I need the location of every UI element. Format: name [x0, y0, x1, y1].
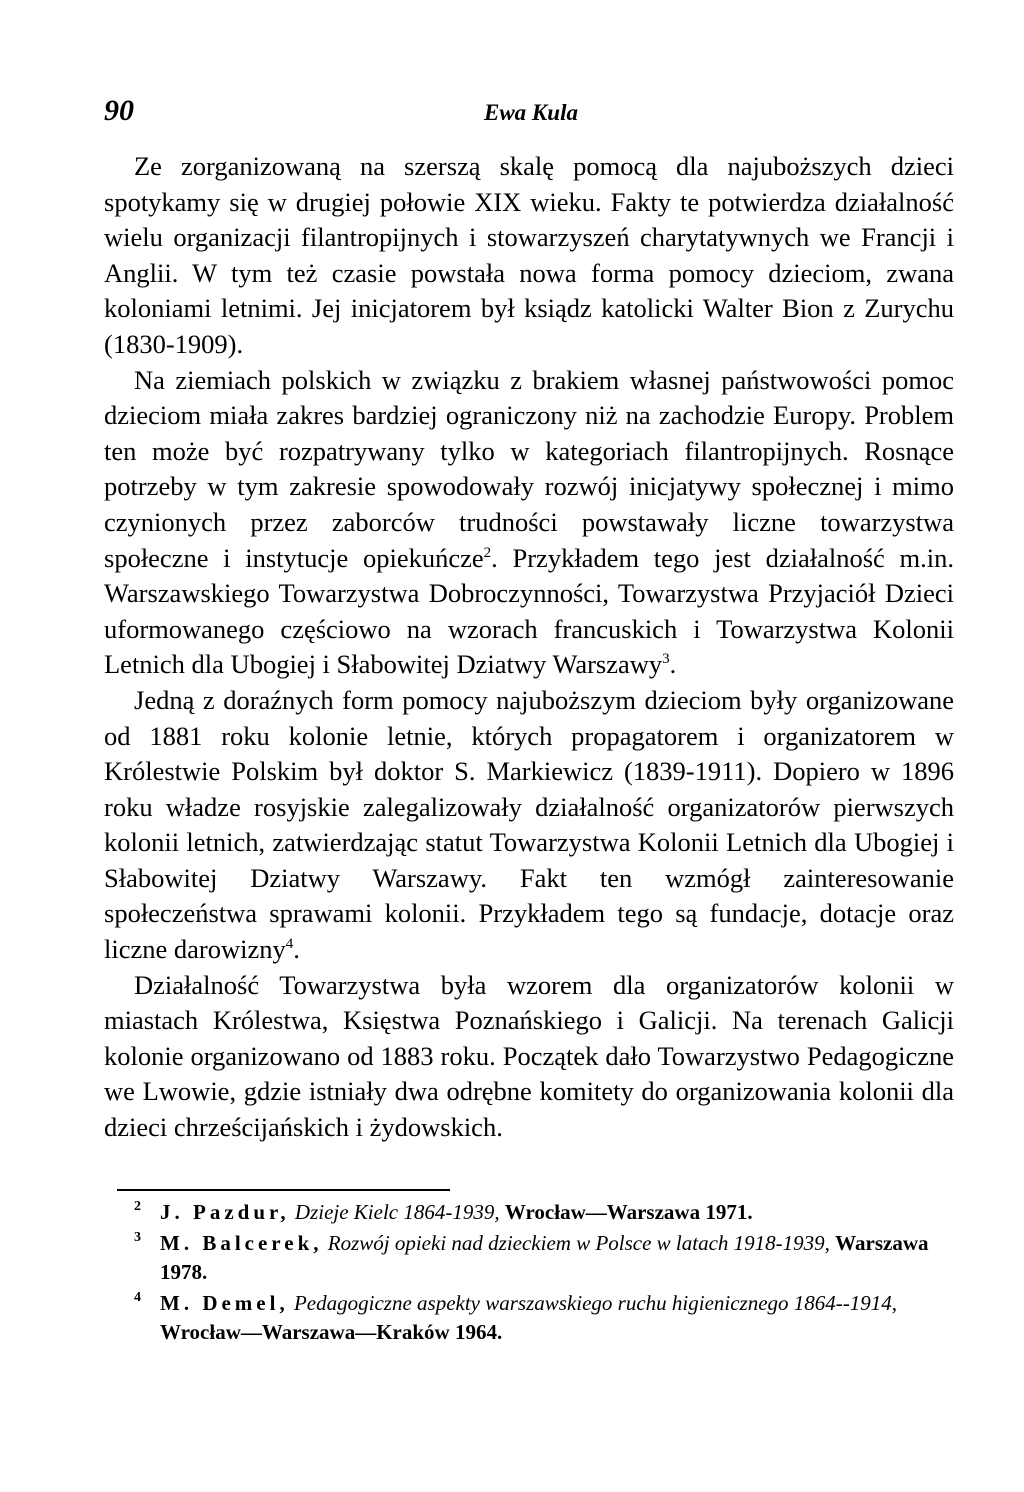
paragraph-text: Jedną z doraźnych form pomocy najuboższym dzieciom były organizowane od 1881 roku kolonie letnie, których propagatorem i organizatorem w Królestwie Polskim był doktor S. Markiewicz (1839-1911). Dopiero w 1896 roku władze rosyjskie zalegalizowały działalność organizatorów pierwszych kolonii letnich, zatwierdzając statut Towarzystwa Kolonii Letnich dla Ubogiej i Słabowitej Dziatwy Warszawy. Fakt ten wzmógł zainteresowanie społeczeństwa sprawami kolonii. Przykładem tego są fundacje, dotacje oraz liczne darowizny	[104, 684, 954, 965]
footnote-number: 2	[134, 1199, 141, 1214]
paragraph-text: .	[293, 934, 300, 965]
footnote-ref: 4	[285, 936, 294, 953]
footnote-separator	[117, 1189, 450, 1191]
footnote-number: 4	[134, 1290, 141, 1305]
footnote-ref: 3	[662, 651, 670, 668]
footnote-4	[116, 1289, 956, 1347]
paragraph-3	[104, 683, 954, 968]
footnote-ref: 2	[483, 544, 492, 561]
paragraph-4	[104, 968, 954, 1146]
paragraph-text: .	[669, 649, 677, 680]
footnote-author: M. Balcerek,	[160, 1231, 323, 1255]
running-head: Ewa Kula	[484, 100, 578, 125]
footnotes	[116, 1198, 956, 1349]
paragraph-1	[104, 149, 954, 363]
footnote-title: Pedagogiczne aspekty warszawskiego ruchu higienicznego 1864--1914,	[293, 1291, 898, 1315]
paragraph-2	[104, 363, 954, 683]
footnote-3	[116, 1229, 956, 1287]
footnote-publication: Wrocław—Warszawa 1971.	[504, 1200, 753, 1224]
paragraph-text: . Przykładem tego jest działalność m.in. Warszawskiego Towarzystwa Dobroczynności, Towarzystwa Przyjaciół Dzieci uformowanego częściowo na wzorach francuskich i Towarzystwa Kolonii Letnich dla Ubogiej i Słabowitej Dziatwy Warszawy	[104, 542, 954, 680]
footnote-title: Dzieje Kielc 1864-1939,	[294, 1200, 500, 1224]
footnote-number: 3	[134, 1230, 141, 1245]
footnote-title: Rozwój opieki nad dzieckiem w Polsce w latach 1918-1939,	[327, 1231, 830, 1255]
footnote-2	[116, 1198, 956, 1227]
body-text	[104, 149, 954, 1146]
footnote-publication: Wrocław—Warszawa—Kraków 1964.	[160, 1320, 503, 1344]
page-number: 90	[104, 94, 134, 127]
footnote-author: J. Pazdur,	[160, 1200, 290, 1224]
paragraph-text: Ze zorganizowaną na szerszą skalę pomocą dla najuboższych dzieci spotykamy się w drugiej połowie XIX wieku. Fakty te potwierdza działalność wielu organizacji filantropijnych i stowarzyszeń charytatywnych we Francji i Anglii. W tym też czasie powstała nowa forma pomocy dzieciom, zwana koloniami letnimi. Jej inicjatorem był ksiądz katolicki Walter Bion z Zurychu (1830-1909).	[104, 151, 954, 359]
footnote-author: M. Demel,	[160, 1291, 289, 1315]
footnote-publication: Warszawa 1978.	[160, 1231, 929, 1284]
paragraph-text: Na ziemiach polskich w związku z brakiem własnej państwowości pomoc dzieciom miała zakres bardziej ograniczony niż na zachodzie Europy. Problem ten może być rozpatrywany tylko w kategoriach filantropijnych. Rosnące potrzeby w tym zakresie spowodowały rozwój inicjatywy społecznej i mimo czynionych przez zaborców trudności powstawały liczne towarzystwa społeczne i instytucje opiekuńcze	[104, 364, 954, 573]
page-header	[104, 94, 954, 134]
paragraph-text: Działalność Towarzystwa była wzorem dla organizatorów kolonii w miastach Królestwa, Księstwa Poznańskiego i Galicji. Na terenach Galicji kolonie organizowano od 1883 roku. Początek dało Towarzystwo Pedagogiczne we Lwowie, gdzie istniały dwa odrębne komitety do organizowania kolonii dla dzieci chrześcijańskich i żydowskich.	[104, 969, 954, 1143]
